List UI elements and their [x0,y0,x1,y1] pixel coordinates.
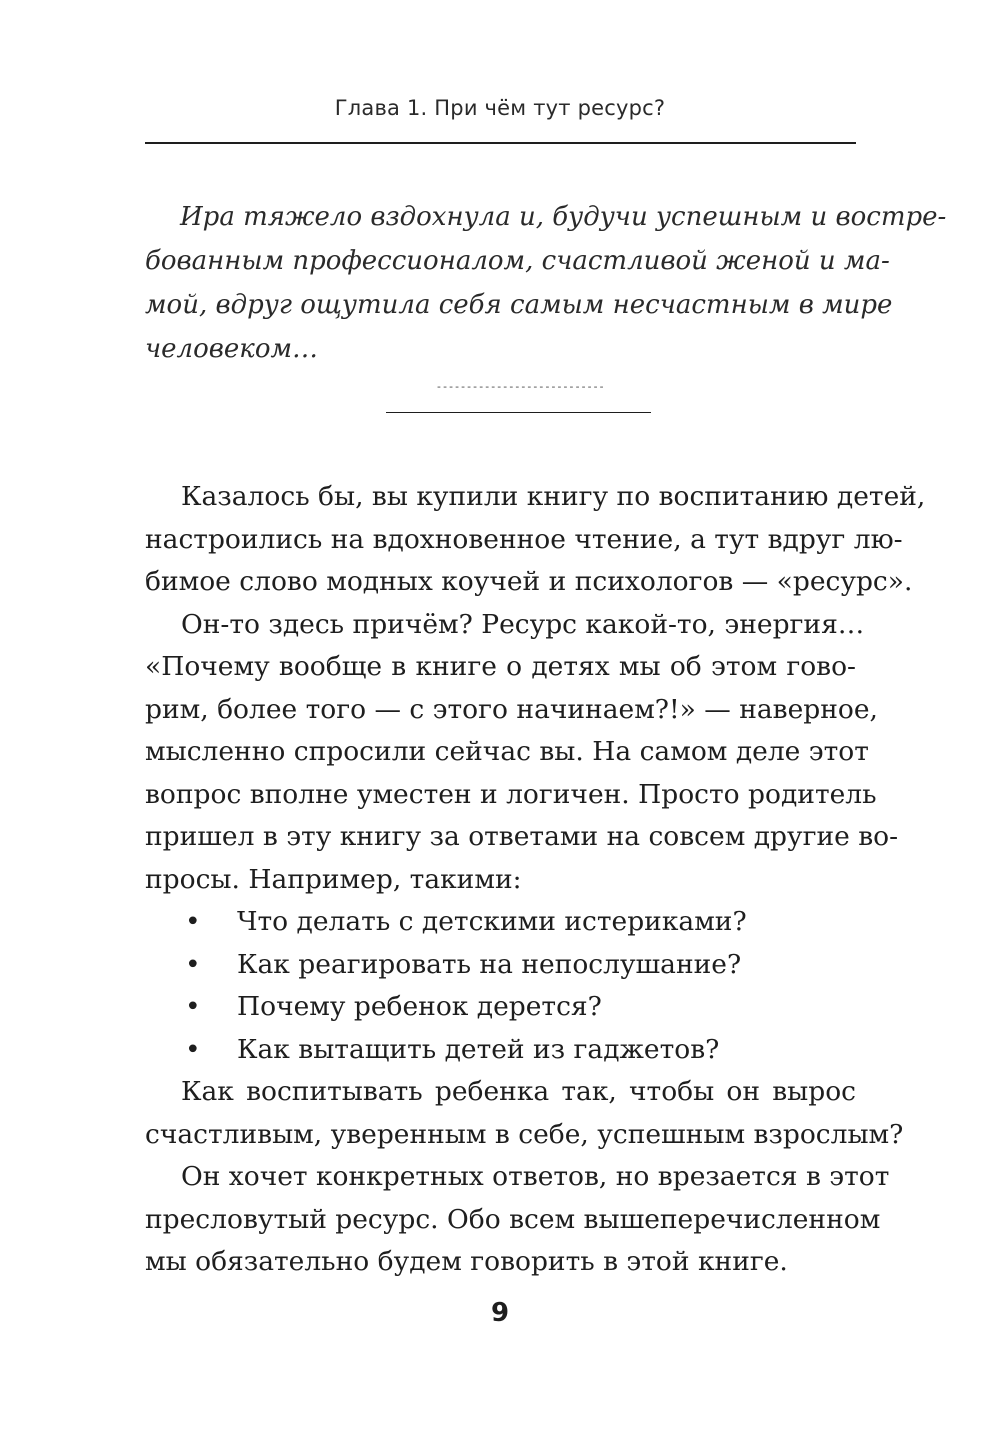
paragraph-4 [145,1156,890,1284]
text-line: вопрос вполне уместен и логичен. Просто родитель [145,778,877,810]
text-line: «Почему вообще в книге о детях мы об этом гово- [145,651,856,682]
text-line: мы обязательно будем говорить в этой книге. [145,1246,788,1277]
separator-dashes-text: ---------------------------- [435,380,605,393]
text-line: бимое слово модных коучей и психологов — «ресурс». [145,566,913,597]
list-item-text: Как вытащить детей из гаджетов? [237,1033,720,1065]
body-text [145,476,926,1284]
page-number: 9 [490,1298,510,1328]
epigraph-line: мой, вдруг ощутила себя самым несчастным в мире [145,290,893,320]
text-line: рим, более того — с этого начинаем?!» — наверное, [145,693,878,725]
epigraph [145,195,947,371]
bullet-marker: • [185,906,201,937]
list-item [145,944,856,987]
separator-rule [386,412,651,413]
list-item-text: Что делать с детскими истериками? [237,906,747,937]
text-line: пресловутый ресурс. Обо всем вышеперечисленном [145,1203,881,1235]
bullet-marker: • [185,1033,201,1065]
list-item-text: Почему ребенок дерется? [237,991,602,1022]
text-line: Казалось бы, вы купили книгу по воспитанию детей, [181,481,926,512]
list-item [145,901,856,944]
bullet-list [145,901,856,1071]
text-line: пришел в эту книгу за ответами на совсем другие во- [145,821,899,852]
list-item-text: Как реагировать на непослушание? [237,948,742,980]
epigraph-line: человеком… [145,334,319,364]
epigraph-line: бованным профессионалом, счастливой женой и ма- [145,246,890,276]
text-line: Как воспитывать ребенка так, чтобы он вырос [181,1076,856,1107]
header-rule [145,142,856,144]
running-head-title: Глава 1. При чём тут ресурс? [334,96,666,120]
bullet-marker: • [185,991,201,1022]
text-line: настроились на вдохновенное чтение, а тут вдруг лю- [145,523,903,555]
text-line: счастливым, уверенным в себе, успешным взрослым? [145,1118,904,1150]
text-line: Он хочет конкретных ответов, но врезается в этот [181,1161,890,1192]
text-line: Он-то здесь причём? Ресурс какой-то, энергия… [181,608,865,640]
paragraph-1 [145,476,926,604]
list-item [145,1029,856,1072]
paragraph-3 [145,1071,904,1156]
list-item [145,986,856,1029]
paragraph-2 [145,604,899,902]
epigraph-line: Ира тяжело вздохнула и, будучи успешным и востре- [180,202,947,232]
text-line: просы. Например, такими: [145,863,522,895]
text-line: мысленно спросили сейчас вы. На самом деле этот [145,736,869,767]
bullet-marker: • [185,948,201,980]
